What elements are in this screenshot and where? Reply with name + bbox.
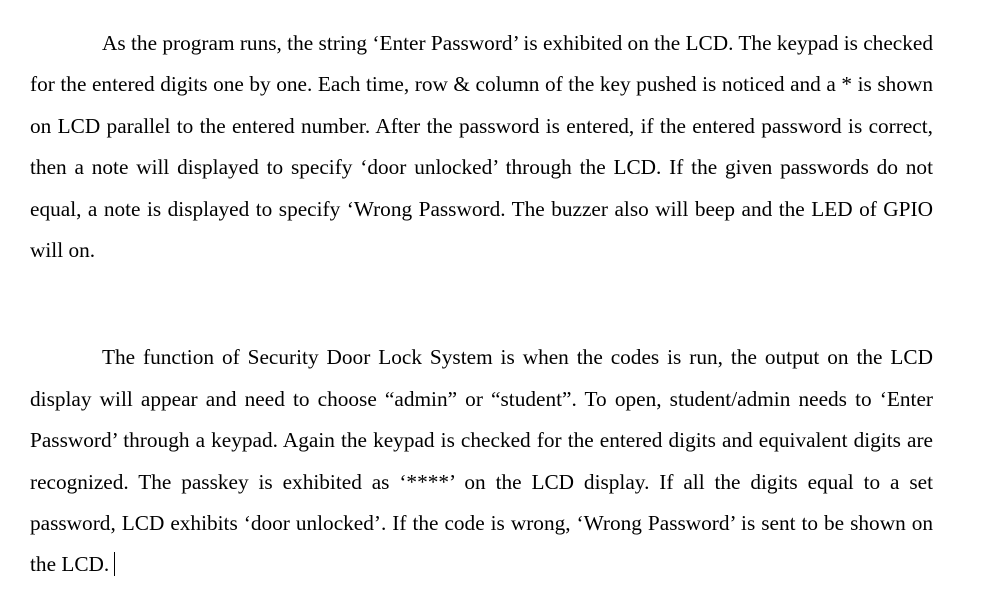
paragraph-2-text: The function of Security Door Lock System is when the codes is run, the output on the LCD display will appear and need to choose “admin” or “student”. To open, student/admin needs to ‘Enter Password’ through a keypad. Again the keypad is checked for the entered digits and equivalent digits are recognized. The passkey is exhibited as ‘****’ on the LCD display. If all the digits equal to a set password, LCD exhibits ‘door unlocked’. If the code is wrong, ‘Wrong Password’ is sent to be shown on the LCD. — [30, 345, 933, 577]
paragraph-spacing — [30, 271, 933, 337]
document-body[interactable] — [30, 23, 933, 586]
text-cursor — [114, 552, 115, 576]
paragraph-1: As the program runs, the string ‘Enter Password’ is exhibited on the LCD. The keypad is checked for the entered digits one by one. Each time, row & column of the key pushed is noticed and a * is shown on LCD parallel to the entered number. After the password is entered, if the entered password is correct, then a note will displayed to specify ‘door unlocked’ through the LCD. If the given passwords do not equal, a note is displayed to specify ‘Wrong Password. The buzzer also will beep and the LED of GPIO will on. — [30, 31, 933, 263]
paragraph-2 — [30, 337, 933, 585]
